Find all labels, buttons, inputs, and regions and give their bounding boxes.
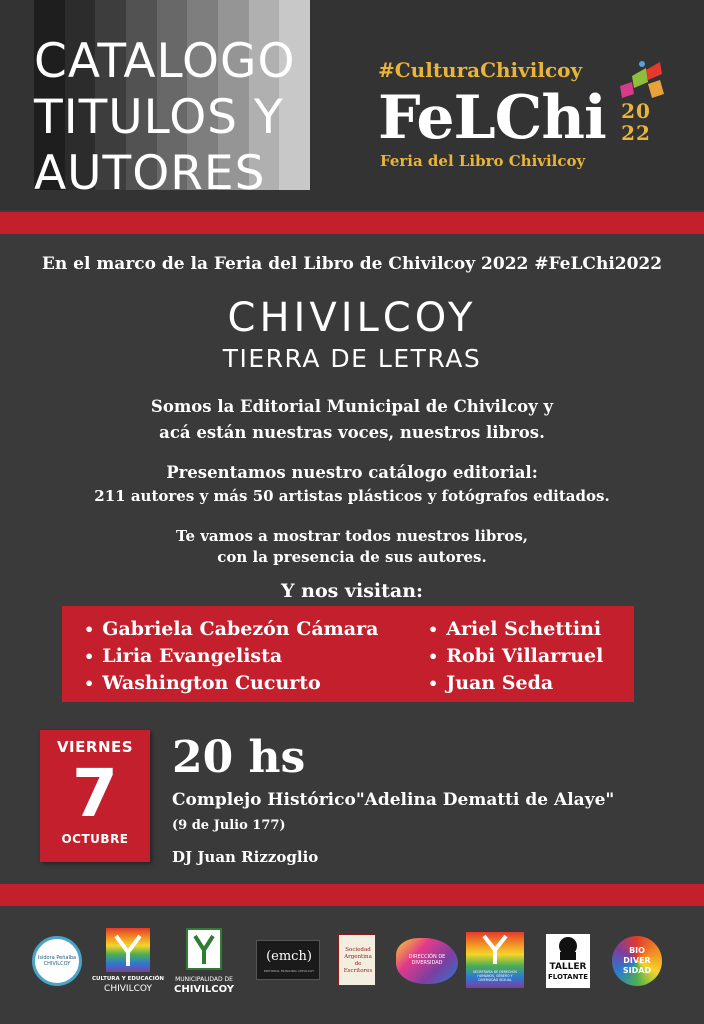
date-weekday: VIERNES xyxy=(56,738,134,756)
event-address: (9 de Julio 177) xyxy=(172,818,286,833)
para3-line2: con la presencia de sus autores. xyxy=(217,548,487,566)
para3-line1: Te vamos a mostrar todos nuestros libros, xyxy=(176,527,528,545)
library-logo-text: Isidora Peñalba CHIVILCOY xyxy=(37,955,77,967)
diversidad-logo-text: DIRECCIÓN DE DIVERSIDAD xyxy=(408,954,446,966)
editorial-paragraph xyxy=(0,394,704,446)
guest-item: • Liria Evangelista xyxy=(84,643,378,670)
municipalidad-logo xyxy=(186,928,222,970)
municipalidad-caption-bottom: CHIVILCOY xyxy=(174,984,234,995)
bio-line2: DIVER xyxy=(623,956,651,965)
catalog-line-2: TITULOS Y xyxy=(34,90,284,145)
guests-left-column xyxy=(84,616,378,697)
main-title: CHIVILCOY xyxy=(227,295,477,341)
secretaria-y-icon xyxy=(466,932,524,968)
catalog-paragraph xyxy=(0,460,704,506)
bio-line1: BIO xyxy=(629,946,645,955)
date-day: 7 xyxy=(72,755,118,832)
feria-subtitle: Feria del Libro Chivilcoy xyxy=(380,152,586,170)
flying-books-icon xyxy=(602,56,666,102)
event-venue: Complejo Histórico"Adelina Dematti de Alaye" xyxy=(172,790,615,810)
guest-item: • Robi Villarruel xyxy=(428,643,603,670)
date-calendar-badge xyxy=(40,730,150,862)
secretaria-logo-text: SECRETARÍA DE DERECHOS HUMANOS, GÉNERO Y DIVERSIDAD SEXUAL xyxy=(472,970,518,982)
para2-line2: 211 autores y más 50 artistas plásticos y fotógrafos editados. xyxy=(94,487,610,505)
direccion-diversidad-logo xyxy=(396,938,458,984)
catalog-line-3: AUTORES xyxy=(34,146,266,201)
main-subtitle: TIERRA DE LETRAS xyxy=(222,344,482,373)
cultura-caption-top: CULTURA Y EDUCACIÓN xyxy=(91,976,165,982)
guest-item: • Washington Cucurto xyxy=(84,670,378,697)
year-bottom: 22 xyxy=(621,121,651,145)
derechos-humanos-logo xyxy=(466,932,524,988)
guests-box xyxy=(62,606,634,702)
municipal-y-icon xyxy=(188,930,220,968)
emch-logo-subtext: EDITORIAL MUNICIPAL CHIVILCOY xyxy=(263,969,315,973)
sponsor-logos-footer xyxy=(0,906,704,1024)
municipalidad-caption-top: MUNICIPALIDAD DE xyxy=(175,976,233,983)
biodiversidad-logo xyxy=(612,936,662,986)
para1-line1: Somos la Editorial Municipal de Chivilcoy y xyxy=(150,397,554,416)
guests-right-column xyxy=(428,616,603,697)
header xyxy=(0,0,704,210)
emch-logo-text: (emch) xyxy=(266,949,312,964)
guest-item: • Gabriela Cabezón Cámara xyxy=(84,616,378,643)
para2-line1: Presentamos nuestro catálogo editorial: xyxy=(166,463,538,482)
taller-flotante-logo xyxy=(546,934,590,988)
year-top: 20 xyxy=(621,99,651,123)
cultura-educacion-logo xyxy=(106,928,150,972)
taller-line2: FLOTANTE xyxy=(547,973,588,981)
guest-item: • Juan Seda xyxy=(428,670,603,697)
felchi-year xyxy=(616,100,656,144)
guest-item: • Ariel Schettini xyxy=(428,616,603,643)
felchi-logo-text: FeLChi xyxy=(378,83,606,153)
y-emblem-icon xyxy=(106,928,150,972)
emch-logo xyxy=(256,940,320,980)
top-red-divider xyxy=(0,212,704,234)
library-circle-logo xyxy=(32,936,82,986)
visitors-heading: Y nos visitan: xyxy=(280,580,424,602)
head-silhouette-icon xyxy=(546,934,590,960)
cultura-caption-bottom: CHIVILCOY xyxy=(104,984,152,994)
intro-text: En el marco de la Feria del Libro de Chivilcoy 2022 #FeLChi2022 xyxy=(41,254,663,274)
hashtag-cultura: #CulturaChivilcoy xyxy=(378,58,583,82)
bio-line3: SIDAD xyxy=(622,966,652,975)
taller-line1: TALLER xyxy=(549,962,587,972)
sade-logo-text: Sociedad Argentina de Escritores xyxy=(343,947,373,974)
sade-logo xyxy=(338,934,376,986)
books-paragraph xyxy=(0,526,704,568)
catalog-line-1: CATALOGO xyxy=(34,34,296,89)
bottom-red-divider xyxy=(0,884,704,906)
event-time: 20 hs xyxy=(172,732,306,783)
event-dj: DJ Juan Rizzoglio xyxy=(172,848,319,866)
para1-line2: acá están nuestras voces, nuestros libros. xyxy=(159,423,545,442)
catalog-title xyxy=(34,34,324,202)
date-month: OCTUBRE xyxy=(61,832,129,846)
